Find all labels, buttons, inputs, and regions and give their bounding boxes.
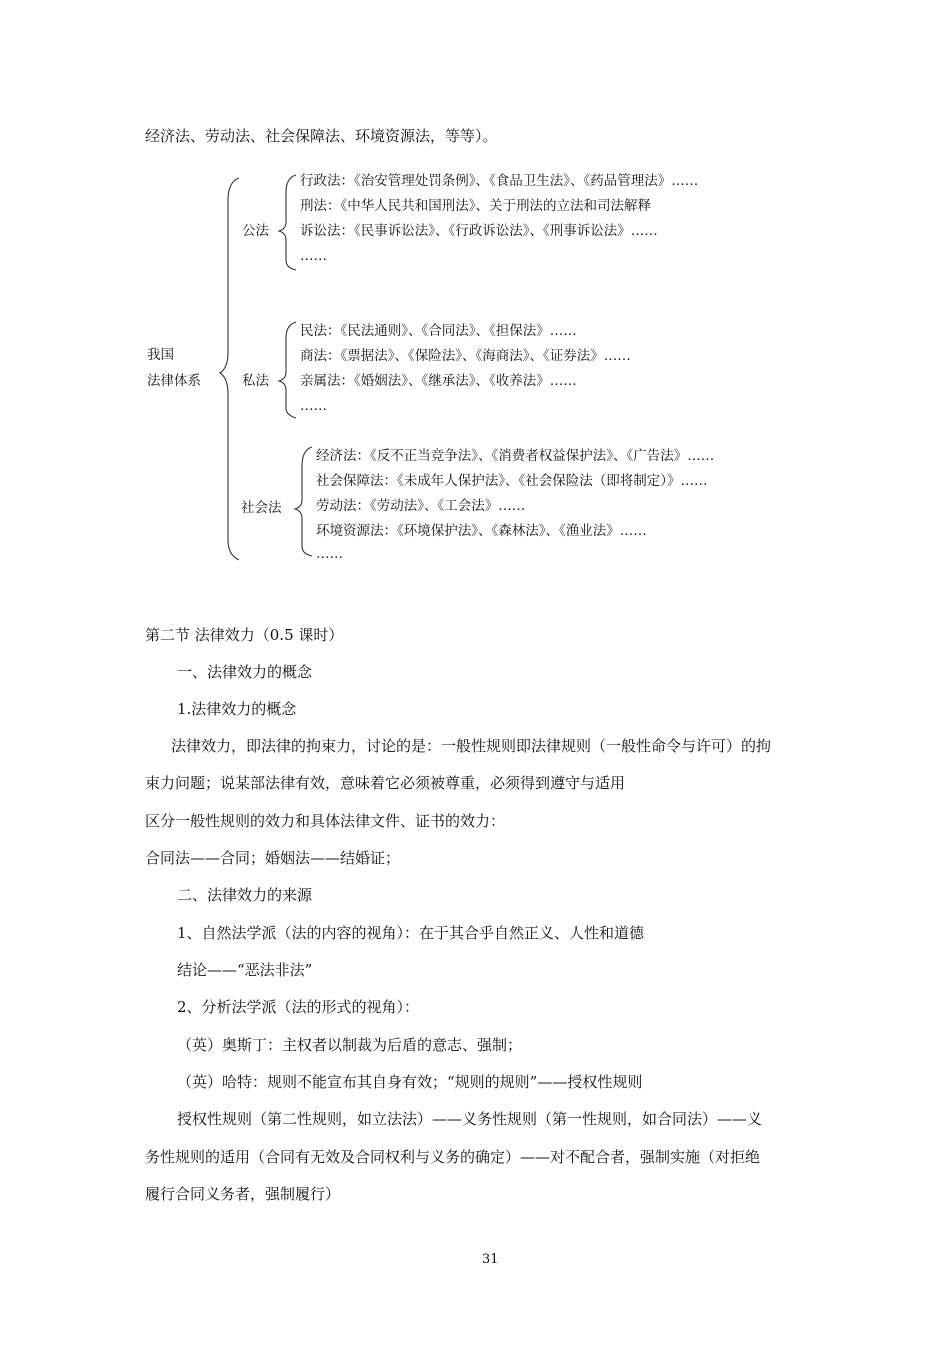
paragraph-4-line-1: 授权性规则（第二性规则，如立法法）——义务性规则（第一性规则，如合同法）——义 [177,1110,763,1128]
paragraph-1-line-2: 束力问题；说某部法律有效，意味着它必须被尊重，必须得到遵守与适用 [145,774,626,792]
shehuifa-brace [295,447,312,556]
heading-1-1: 1.法律效力的概念 [177,700,297,718]
section-title: 第二节 法律效力（0.5 课时） [145,626,344,644]
group-label-shehuifa: 社会法 [241,500,282,516]
austin-line: （英）奥斯丁：主权者以制裁为后盾的意志、强制； [177,1036,523,1054]
tree-item: 社会保障法：《未成年人保护法》、《社会保险法（即将制定）》…… [316,473,708,489]
tree-item: 刑法：《中华人民共和国刑法》、关于刑法的立法和司法解释 [300,198,651,214]
tree-item: 亲属法：《婚姻法》、《继承法》、《收养法》…… [300,373,577,389]
heading-2-2: 2、分析法学派（法的形式的视角）： [177,998,420,1016]
gongfa-brace [279,175,296,270]
heading-2-1: 1、自然法学派（法的内容的视角）：在于其合乎自然正义、人性和道德 [177,924,645,942]
tree-item: …… [316,546,343,562]
paragraph-2: 区分一般性规则的效力和具体法律文件、证书的效力： [145,812,506,830]
tree-item: 劳动法：《劳动法》、《工会法》…… [316,498,526,514]
tree-item: 民法：《民法通则》、《合同法》、《担保法》…… [300,323,577,339]
tree-item: 环境资源法：《环境保护法》、《森林法》、《渔业法》…… [316,523,647,539]
group-label-sifa: 私法 [242,373,269,389]
tree-item: …… [300,248,327,264]
conclusion-line: 结论——“恶法非法” [177,961,313,979]
paragraph-1-line-1: 法律效力，即法律的拘束力，讨论的是：一般性规则即法律规则（一般性命令与许可）的拘 [171,737,772,755]
paragraph-4-line-3: 履行合同义务者，强制履行） [145,1185,341,1203]
heading-2: 二、法律效力的来源 [177,886,313,904]
hart-line: （英）哈特：规则不能宣布其自身有效；“规则的规则”——授权性规则 [177,1073,643,1091]
tree-item: 商法：《票据法》、《保险法》、《海商法》、《证券法》…… [300,348,631,364]
tree-item: 经济法：《反不正当竞争法》、《消费者权益保护法》、《广告法》…… [316,448,715,464]
tree-root-line1: 我国 [147,347,174,363]
tree-root-line2: 法律体系 [147,373,201,389]
paragraph-3: 合同法——合同；婚姻法——结婚证； [145,849,401,867]
group-label-gongfa: 公法 [242,223,269,239]
paragraph-4-line-2: 务性规则的适用（合同有无效及合同权利与义务的确定）——对不配合者，强制实施（对拒绝 [145,1148,761,1166]
sifa-brace [279,322,296,418]
page-number: 31 [482,1252,499,1267]
intro-line: 经济法、劳动法、社会保障法、环境资源法，等等）。 [145,127,498,145]
tree-item: 诉讼法：《民事诉讼法》、《行政诉讼法》、《刑事诉讼法》…… [300,223,658,239]
tree-item: …… [300,398,327,414]
tree-item: 行政法：《治安管理处罚条例》、《食品卫生法》、《药品管理法》…… [300,173,699,189]
heading-1: 一、法律效力的概念 [177,663,313,681]
main-brace [220,178,239,560]
